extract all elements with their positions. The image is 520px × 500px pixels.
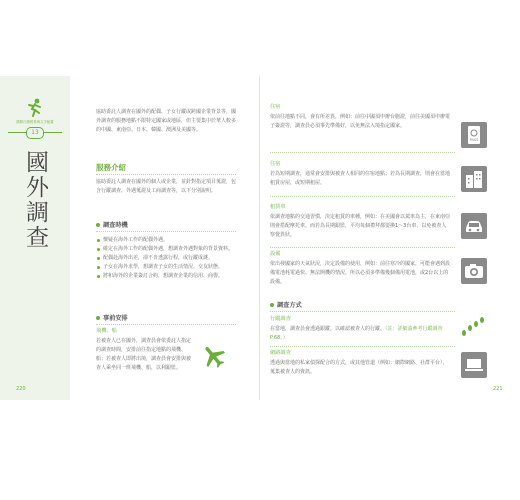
visa-paragraph: 依前往地點不同，會有所差異，例如：前往中國須申辦台胞證，前往美國須申辦電子簽證等，調查員必須事先準備好，以免無法入境指定國家。 (270, 114, 451, 129)
airplane-icon (200, 342, 228, 370)
timing-list (96, 236, 236, 281)
section-divider (270, 152, 455, 153)
prep-paragraph: 若被查人已在國外，調查員會依委託人指定的調查時間，安排前往指定地點的飛機、船；若被查人即將出境，調查員會安排與被查人乘坐同一班飛機、船，以利跟監。 (96, 338, 192, 371)
equipment-subheading: 設備 (270, 251, 281, 257)
method-heading (270, 300, 302, 309)
camera-icon (461, 258, 487, 284)
rental-car-subheading: 租賃車 (270, 204, 286, 210)
series-name: 國際行銷貿易與文字秘書 (16, 120, 54, 124)
timing-heading-rule (96, 231, 236, 232)
lodging-paragraph: 若為短期調查，通常會安排與被查人相同的住宿地點；若為長期調查，則會在當地租賃房屋，或短期租屋。 (270, 171, 451, 186)
lodging-subheading: 住宿 (270, 161, 281, 167)
bullet-dot-icon (270, 303, 274, 307)
visa-subheading: 住宿 (270, 104, 281, 110)
trail-subheading: 行蹤調查 (270, 316, 291, 322)
section-divider (270, 346, 455, 347)
passport-label: PASS (469, 138, 479, 142)
timing-heading (96, 220, 128, 229)
prep-heading-label: 事前安排 (103, 315, 128, 322)
method-heading-rule (270, 311, 455, 312)
timing-heading-label: 調查時機 (103, 222, 128, 229)
list-item: 子女在海外求學，想調查子女的生活情況、交友狀態。 (96, 263, 236, 272)
trail-note: （註：詳細請參考行蹤調查P.68。） (270, 326, 443, 341)
passport-icon (461, 122, 487, 148)
list-item: 懷疑在海外工作的配偶外遇。 (96, 236, 236, 245)
internet-paragraph: 透過與當地的私家偵探配合的方式，或其他管道（例如：網際網路、社群平台），蒐集被查人的資訊。 (270, 360, 448, 375)
bullet-dot-icon (96, 316, 100, 320)
intro-paragraph: 協助委託人調查在國外的配偶、子女行蹤或跨國企業背景等，國外調查的服務地點不限特定國家或地區，但主要集中於華人較多的中國、東南亞、日本、韓國、澳洲及美國等。 (96, 109, 237, 133)
footprints-icon (458, 313, 490, 339)
internet-subheading: 網路調查 (270, 350, 291, 356)
list-item: 將和海外的企業簽訂合約，想調查企業的信用、商譽。 (96, 272, 236, 281)
running-person-icon (27, 98, 43, 122)
service-heading-rule (96, 174, 236, 175)
page-number-left: 220 (16, 386, 26, 392)
car-icon (461, 213, 487, 239)
prep-heading-rule (96, 324, 236, 325)
section-divider (270, 247, 455, 248)
section-divider (270, 196, 455, 197)
page-gutter (259, 76, 260, 400)
chapter-number-badge: 13 (26, 127, 44, 139)
trail-text: 在當地，調查員會透過跟蹤，以確認被查人的行蹤。 (270, 326, 386, 332)
method-heading-label: 調查方式 (277, 302, 302, 309)
list-item: 確定在海外工作的配偶外遇，想調查外遇對象的背景資料。 (96, 245, 236, 254)
page-number-right: 221 (493, 386, 503, 392)
service-heading: 服務介紹 (96, 163, 126, 172)
list-item: 配偶赴海外出差，卻不肯透露行程，或行蹤成謎。 (96, 254, 236, 263)
trail-paragraph (270, 325, 450, 343)
building-icon (461, 166, 487, 192)
service-paragraph: 協助委託人調查在國外的個人或企業，並針對指定項目蒐證，包含行蹤調查、外遇蒐證及工商調查等，以下分別說明。 (96, 179, 237, 194)
prep-heading (96, 313, 128, 322)
bullet-dot-icon (96, 223, 100, 227)
prep-subheading: 飛機、船 (96, 328, 117, 334)
rental-car-paragraph: 依調查地點的交通習慣，決定租賃的車種，例如：在美國會以駕車為主，在東南亞則會搭配摩托車。而若為長期跟監，平均每個禮拜都要換1～3台車，以免被查人察覺異狀。 (270, 214, 451, 238)
laptop-icon (461, 352, 487, 378)
chapter-title: 國外調查 (22, 150, 48, 250)
equipment-paragraph: 依出發國家的天氣狀況，決定設備的使用，例如：前往寒冷的國家，可能會遇到設備電池耗電過快、無法開機的情況，所以必須多準備幾個備用電池，或2台以上的設備。 (270, 261, 451, 285)
